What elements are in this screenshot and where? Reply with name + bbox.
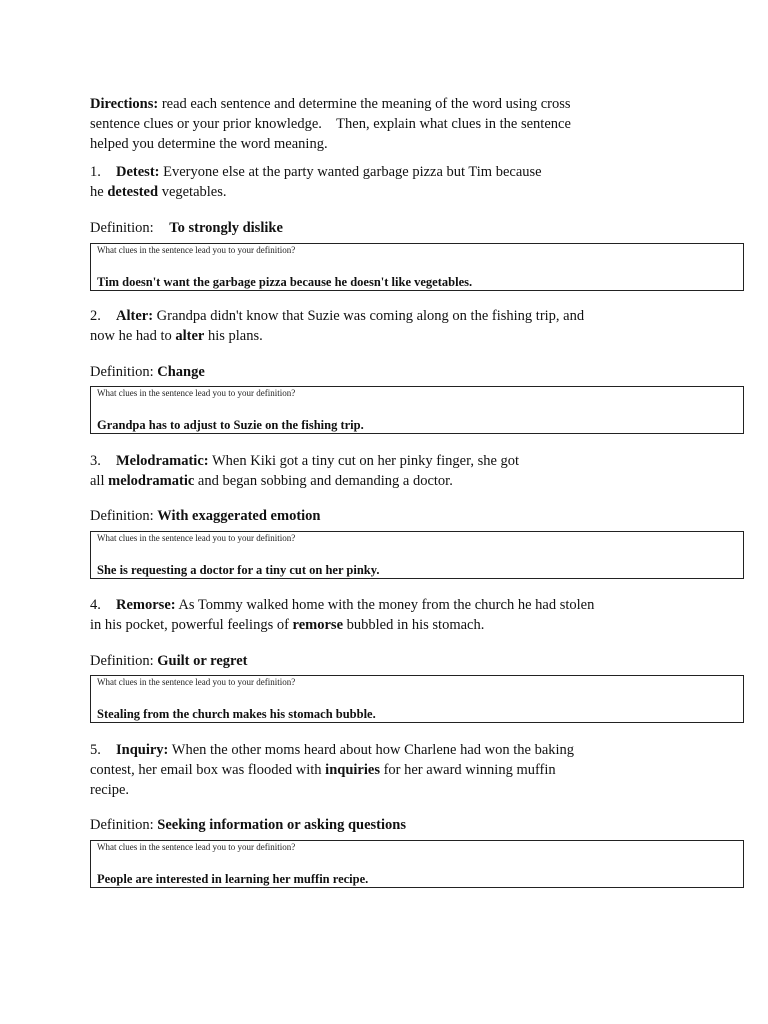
clue-answer: She is requesting a doctor for a tiny cut on her pinky.	[97, 563, 380, 577]
sentence-line-2-start: he	[90, 184, 104, 200]
vocab-word: remorse	[292, 617, 343, 633]
clue-prompt: What clues in the sentence lead you to your definition?	[97, 533, 296, 543]
vocab-word: inquiries	[325, 762, 380, 778]
definition-label: Definition:	[90, 508, 154, 524]
directions-line-2: sentence clues or your prior knowledge. Then, explain what clues in the sentence	[90, 116, 571, 132]
question-2	[90, 306, 690, 346]
clue-box-5[interactable]	[90, 840, 744, 888]
sentence-line-2-start: contest, her email box was flooded with	[90, 762, 322, 778]
sentence-line-2-end: bubbled in his stomach.	[346, 617, 485, 633]
definition-value: Seeking information or asking questions	[157, 817, 406, 833]
sentence-line-2-start: all	[90, 473, 105, 489]
question-term: Detest:	[116, 164, 160, 180]
definition-label: Definition:	[90, 220, 154, 236]
directions-label: Directions:	[90, 96, 159, 112]
sentence-line-2-end: for her award winning muffin	[383, 762, 556, 778]
sentence-line-1: As Tommy walked home with the money from the church he had stolen	[178, 597, 595, 613]
definition-value: To strongly dislike	[169, 220, 283, 236]
question-5	[90, 740, 690, 800]
definition-value: Change	[157, 364, 205, 380]
clue-answer: Tim doesn't want the garbage pizza because he doesn't like vegetables.	[97, 275, 473, 289]
question-3	[90, 451, 690, 491]
clue-prompt: What clues in the sentence lead you to your definition?	[97, 245, 296, 255]
question-number: 4.	[90, 597, 101, 613]
definition-value: With exaggerated emotion	[157, 508, 321, 524]
directions	[90, 94, 690, 154]
clue-prompt: What clues in the sentence lead you to your definition?	[97, 842, 296, 852]
question-term: Remorse:	[116, 597, 176, 613]
question-term: Alter:	[116, 308, 154, 324]
sentence-line-2-end: and began sobbing and demanding a doctor.	[197, 473, 453, 489]
sentence-line-1: Grandpa didn't know that Suzie was coming along on the fishing trip, and	[156, 308, 585, 324]
sentence-line-2-start: now he had to	[90, 328, 172, 344]
sentence-line-1: When Kiki got a tiny cut on her pinky finger, she got	[211, 453, 520, 469]
question-term: Inquiry:	[116, 742, 169, 758]
definition-5	[90, 815, 690, 835]
clue-box-2[interactable]	[90, 386, 744, 434]
clue-prompt: What clues in the sentence lead you to your definition?	[97, 677, 296, 687]
definition-2	[90, 362, 690, 382]
definition-3	[90, 506, 690, 526]
definition-4	[90, 651, 690, 671]
definition-1	[90, 218, 690, 238]
definition-label: Definition:	[90, 817, 154, 833]
question-1	[90, 162, 690, 202]
definition-label: Definition:	[90, 364, 154, 380]
question-4	[90, 595, 690, 635]
clue-box-3[interactable]	[90, 531, 744, 579]
question-number: 2.	[90, 308, 101, 324]
directions-line-3: helped you determine the word meaning.	[90, 136, 328, 152]
sentence-line-1: When the other moms heard about how Charlene had won the baking	[171, 742, 575, 758]
vocab-word: alter	[175, 328, 205, 344]
sentence-line-2-start: in his pocket, powerful feelings of	[90, 617, 289, 633]
question-number: 5.	[90, 742, 101, 758]
clue-box-1[interactable]	[90, 243, 744, 291]
sentence-line-2-end: his plans.	[207, 328, 263, 344]
question-number: 1.	[90, 164, 101, 180]
vocab-word: detested	[107, 184, 159, 200]
question-number: 3.	[90, 453, 101, 469]
clue-answer: Grandpa has to adjust to Suzie on the fishing trip.	[97, 418, 364, 432]
clue-answer: Stealing from the church makes his stomach bubble.	[97, 707, 376, 721]
sentence-line-1: Everyone else at the party wanted garbage pizza but Tim because	[163, 164, 542, 180]
clue-answer: People are interested in learning her muffin recipe.	[97, 872, 369, 886]
definition-value: Guilt or regret	[157, 653, 248, 669]
directions-line-1: read each sentence and determine the meaning of the word using cross	[161, 96, 571, 112]
sentence-line-3: recipe.	[90, 782, 130, 798]
clue-box-4[interactable]	[90, 675, 744, 723]
definition-label: Definition:	[90, 653, 154, 669]
question-term: Melodramatic:	[116, 453, 209, 469]
sentence-line-2-end: vegetables.	[161, 184, 227, 200]
clue-prompt: What clues in the sentence lead you to your definition?	[97, 388, 296, 398]
vocab-word: melodramatic	[108, 473, 195, 489]
